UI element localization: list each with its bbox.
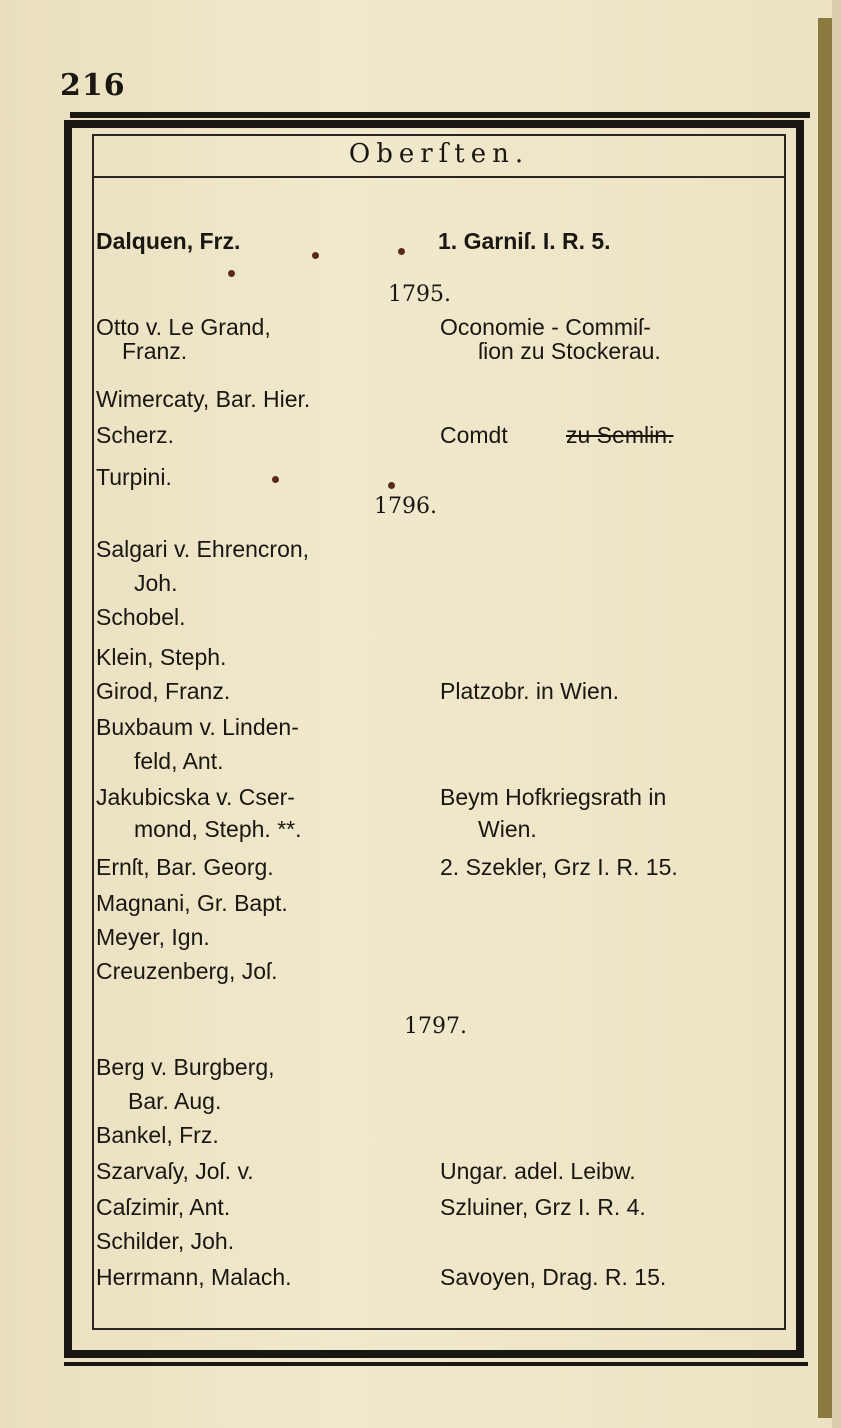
ink-blot [228,270,235,277]
officer-name: Caſzimir, Ant. [96,1194,231,1220]
officer-name-continued: mond, Steph. **. [134,816,302,842]
officer-name-continued: feld, Ant. [134,748,224,774]
officer-post: Ungar. adel. Leibw. [440,1158,636,1184]
officer-name-continued: Bar. Aug. [128,1088,222,1114]
ink-blot [272,476,279,483]
officer-name: Meyer, Ign. [96,924,210,950]
struck-out-text: zu Semlin. [566,422,674,448]
officer-post-continued: ſion zu Stockerau. [478,338,661,364]
officer-post: Platzobr. in Wien. [440,678,619,704]
officer-name: Bankel, Frz. [96,1122,219,1148]
officer-post: Szluiner, Grz I. R. 4. [440,1194,646,1220]
officer-post: Comdt [440,422,508,448]
ink-blot [312,252,319,259]
officer-name: Schilder, Joh. [96,1228,235,1254]
year-heading: 1795. [388,282,451,307]
officer-name: Dalquen, Frz. [96,228,241,254]
officer-name: Buxbaum v. Linden- [96,714,299,740]
officer-name: Herrmann, Malach. [96,1264,292,1290]
officer-name: Turpini. [96,464,172,490]
officer-name: Creuzenberg, Joſ. [96,958,278,984]
officer-name: Klein, Steph. [96,644,227,670]
officer-name: Berg v. Burgberg, [96,1054,275,1080]
officer-name-continued: Joh. [134,570,178,596]
page-number: 216 [60,68,126,103]
year-heading: 1796. [374,494,437,519]
bottom-rule [64,1362,808,1366]
officer-name: Otto v. Le Grand, [96,314,271,340]
top-rule [70,112,810,118]
section-heading: Oberſten. [92,134,786,178]
officer-name: Jakubicska v. Cser- [96,784,295,810]
officer-name: Salgari v. Ehrencron, [96,536,310,562]
officer-name: Magnani, Gr. Bapt. [96,890,288,916]
officer-name: Szarvaſy, Joſ. v. [96,1158,254,1184]
officer-name: Wimercaty, Bar. Hier. [96,386,311,412]
officer-post-continued: Wien. [478,816,537,842]
officer-post: Beym Hofkriegsrath in [440,784,667,810]
book-edge-margin [832,0,841,1428]
officer-name: Ernſt, Bar. Georg. [96,854,274,880]
officer-post: Savoyen, Drag. R. 15. [440,1264,667,1290]
officer-name: Girod, Franz. [96,678,231,704]
officer-post: 1. Garniſ. I. R. 5. [438,228,611,254]
ink-blot [388,482,395,489]
officer-name: Schobel. [96,604,186,630]
year-heading: 1797. [404,1014,467,1039]
officer-name-continued: Franz. [122,338,188,364]
officer-post: 2. Szekler, Grz I. R. 15. [440,854,678,880]
book-edge [818,18,832,1418]
officer-name: Scherz. [96,422,174,448]
ink-blot [398,248,405,255]
officer-post: Oconomie - Commiſ- [440,314,651,340]
